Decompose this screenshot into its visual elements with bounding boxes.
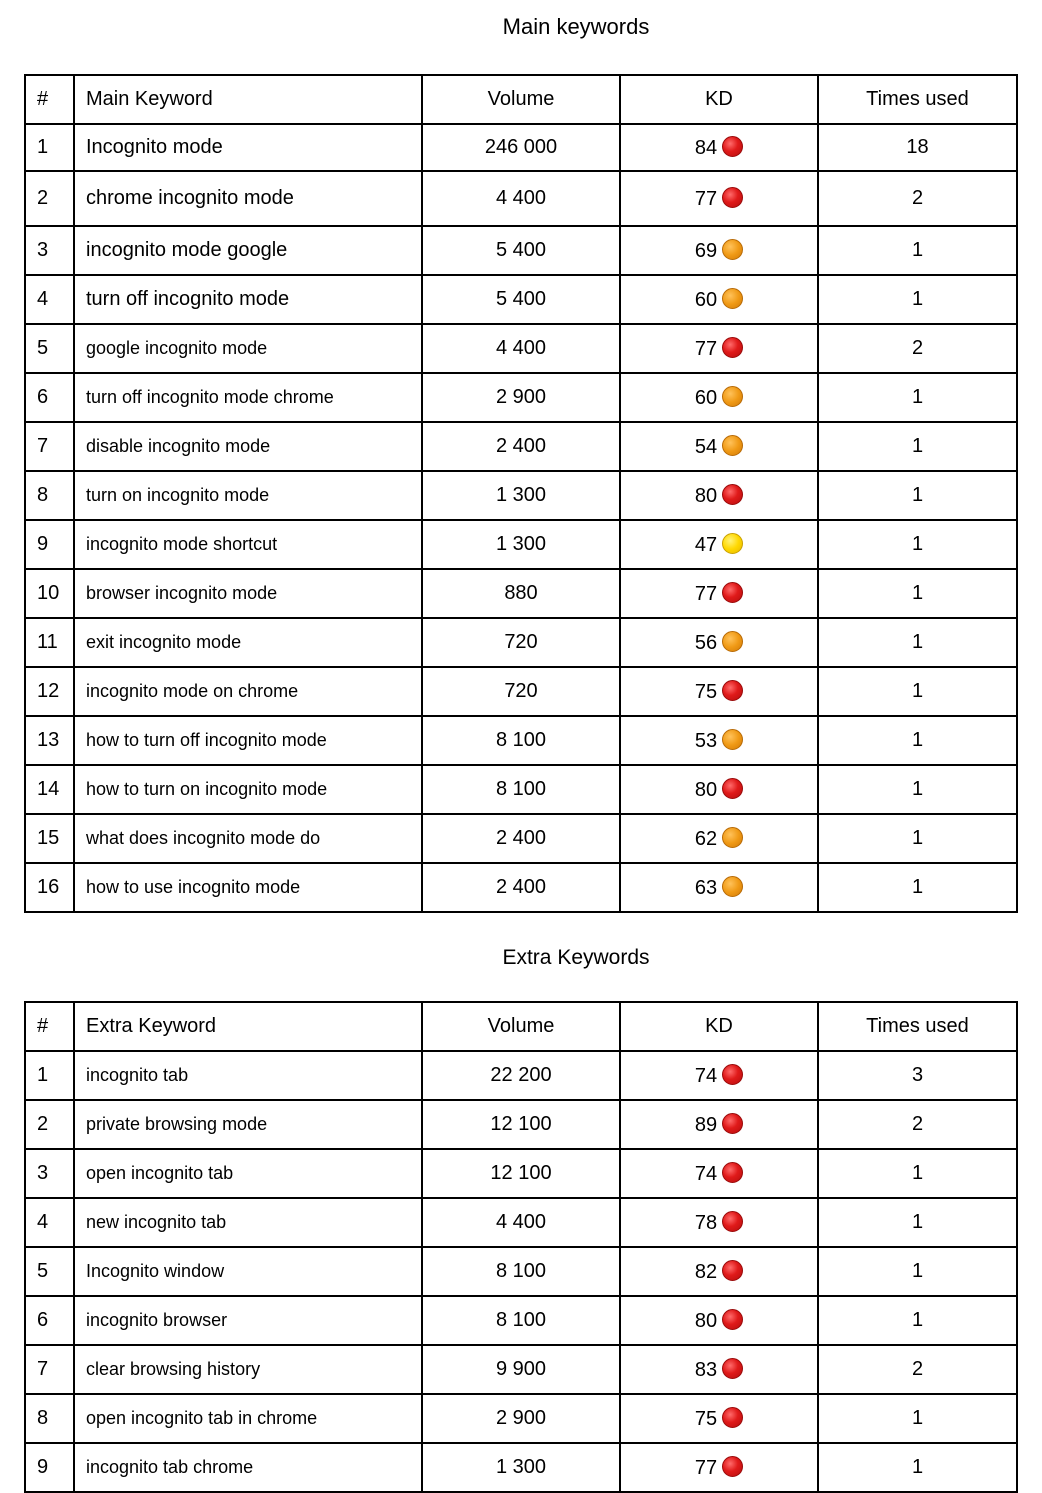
row-number: 10 (25, 569, 74, 618)
volume-cell: 4 400 (422, 324, 620, 373)
header-number: # (25, 1002, 74, 1051)
keyword-cell: new incognito tab (74, 1198, 422, 1247)
kd-cell (620, 618, 818, 667)
kd-value: 75 (694, 1407, 718, 1430)
keyword-cell: what does incognito mode do (74, 814, 422, 863)
times-used-cell: 1 (818, 1443, 1017, 1492)
header-number: # (25, 75, 74, 124)
volume-cell: 2 900 (422, 373, 620, 422)
kd-cell (620, 1345, 818, 1394)
row-number: 2 (25, 171, 74, 226)
kd-value: 82 (694, 1260, 718, 1283)
keyword-cell: exit incognito mode (74, 618, 422, 667)
kd-cell (620, 667, 818, 716)
kd-cell (620, 324, 818, 373)
kd-value: 80 (694, 778, 718, 801)
table-row (25, 569, 1017, 618)
row-number: 9 (25, 520, 74, 569)
times-used-cell: 2 (818, 324, 1017, 373)
kd-value: 60 (694, 386, 718, 409)
main-keywords-title: Main keywords (502, 14, 650, 39)
volume-cell: 8 100 (422, 1247, 620, 1296)
red-circle-icon (722, 1113, 743, 1134)
times-used-cell: 1 (818, 569, 1017, 618)
orange-circle-icon (722, 827, 743, 848)
row-number: 5 (25, 1247, 74, 1296)
keyword-cell: clear browsing history (74, 1345, 422, 1394)
times-used-cell: 1 (818, 618, 1017, 667)
keyword-cell: how to turn off incognito mode (74, 716, 422, 765)
keyword-cell: disable incognito mode (74, 422, 422, 471)
keyword-cell: open incognito tab in chrome (74, 1394, 422, 1443)
extra-keywords-table (24, 1001, 1018, 1493)
red-circle-icon (722, 484, 743, 505)
red-circle-icon (722, 1211, 743, 1232)
table-row (25, 1149, 1017, 1198)
kd-value: 69 (694, 239, 718, 262)
volume-cell: 12 100 (422, 1100, 620, 1149)
volume-cell: 9 900 (422, 1345, 620, 1394)
keyword-cell: private browsing mode (74, 1100, 422, 1149)
volume-cell: 720 (422, 618, 620, 667)
row-number: 15 (25, 814, 74, 863)
kd-cell (620, 1296, 818, 1345)
row-number: 3 (25, 226, 74, 275)
row-number: 14 (25, 765, 74, 814)
kd-cell (620, 1198, 818, 1247)
table-row (25, 171, 1017, 226)
kd-value: 63 (694, 876, 718, 899)
kd-cell (620, 226, 818, 275)
row-number: 7 (25, 422, 74, 471)
keyword-cell: browser incognito mode (74, 569, 422, 618)
kd-cell (620, 373, 818, 422)
kd-value: 77 (694, 582, 718, 605)
keyword-cell: incognito mode on chrome (74, 667, 422, 716)
times-used-cell: 1 (818, 863, 1017, 912)
red-circle-icon (722, 1162, 743, 1183)
volume-cell: 246 000 (422, 124, 620, 171)
kd-value: 77 (694, 1456, 718, 1479)
times-used-cell: 1 (818, 765, 1017, 814)
table-row (25, 471, 1017, 520)
orange-circle-icon (722, 876, 743, 897)
row-number: 13 (25, 716, 74, 765)
times-used-cell: 1 (818, 1149, 1017, 1198)
volume-cell: 880 (422, 569, 620, 618)
kd-cell (620, 814, 818, 863)
keyword-cell: Incognito window (74, 1247, 422, 1296)
extra-keywords-body (25, 1051, 1017, 1492)
times-used-cell: 2 (818, 171, 1017, 226)
keyword-cell: turn off incognito mode (74, 275, 422, 324)
table-row (25, 667, 1017, 716)
kd-value: 83 (694, 1358, 718, 1381)
table-header-row (25, 75, 1017, 124)
volume-cell: 720 (422, 667, 620, 716)
kd-cell (620, 1247, 818, 1296)
table-row (25, 226, 1017, 275)
kd-cell (620, 1149, 818, 1198)
red-circle-icon (722, 187, 743, 208)
times-used-cell: 2 (818, 1345, 1017, 1394)
times-used-cell: 1 (818, 520, 1017, 569)
keyword-cell: chrome incognito mode (74, 171, 422, 226)
times-used-cell: 1 (818, 1247, 1017, 1296)
kd-cell (620, 863, 818, 912)
header-keyword: Main Keyword (74, 75, 422, 124)
table-row (25, 716, 1017, 765)
times-used-cell: 1 (818, 226, 1017, 275)
kd-value: 80 (694, 484, 718, 507)
kd-value: 75 (694, 680, 718, 703)
keyword-cell: how to turn on incognito mode (74, 765, 422, 814)
table-row (25, 863, 1017, 912)
table-row (25, 324, 1017, 373)
times-used-cell: 1 (818, 814, 1017, 863)
red-circle-icon (722, 1456, 743, 1477)
volume-cell: 8 100 (422, 716, 620, 765)
row-number: 2 (25, 1100, 74, 1149)
row-number: 1 (25, 124, 74, 171)
red-circle-icon (722, 1358, 743, 1379)
kd-cell (620, 422, 818, 471)
row-number: 6 (25, 1296, 74, 1345)
volume-cell: 2 400 (422, 422, 620, 471)
table-row (25, 1443, 1017, 1492)
kd-cell (620, 471, 818, 520)
main-keywords-body (25, 124, 1017, 912)
volume-cell: 12 100 (422, 1149, 620, 1198)
orange-circle-icon (722, 631, 743, 652)
red-circle-icon (722, 778, 743, 799)
volume-cell: 8 100 (422, 765, 620, 814)
times-used-cell: 18 (818, 124, 1017, 171)
row-number: 8 (25, 471, 74, 520)
kd-value: 84 (694, 136, 718, 159)
times-used-cell: 1 (818, 422, 1017, 471)
table-row (25, 422, 1017, 471)
kd-value: 80 (694, 1309, 718, 1332)
keyword-cell: incognito tab (74, 1051, 422, 1100)
row-number: 3 (25, 1149, 74, 1198)
keyword-cell: incognito mode shortcut (74, 520, 422, 569)
header-times-used: Times used (818, 75, 1017, 124)
row-number: 9 (25, 1443, 74, 1492)
kd-value: 53 (694, 729, 718, 752)
row-number: 1 (25, 1051, 74, 1100)
kd-cell (620, 1394, 818, 1443)
times-used-cell: 1 (818, 1296, 1017, 1345)
volume-cell: 2 900 (422, 1394, 620, 1443)
table-row (25, 765, 1017, 814)
header-keyword: Extra Keyword (74, 1002, 422, 1051)
main-keywords-table (24, 74, 1018, 913)
table-row (25, 1100, 1017, 1149)
table-row (25, 1345, 1017, 1394)
header-kd: KD (620, 75, 818, 124)
kd-cell (620, 520, 818, 569)
times-used-cell: 1 (818, 1198, 1017, 1247)
kd-cell (620, 124, 818, 171)
row-number: 8 (25, 1394, 74, 1443)
red-circle-icon (722, 680, 743, 701)
table-row (25, 814, 1017, 863)
volume-cell: 4 400 (422, 1198, 620, 1247)
table-row (25, 618, 1017, 667)
volume-cell: 22 200 (422, 1051, 620, 1100)
header-volume: Volume (422, 1002, 620, 1051)
red-circle-icon (722, 1064, 743, 1085)
kd-cell (620, 1443, 818, 1492)
row-number: 16 (25, 863, 74, 912)
table-row (25, 1247, 1017, 1296)
red-circle-icon (722, 136, 743, 157)
table-row (25, 1198, 1017, 1247)
times-used-cell: 1 (818, 373, 1017, 422)
times-used-cell: 1 (818, 1394, 1017, 1443)
kd-cell (620, 569, 818, 618)
times-used-cell: 1 (818, 275, 1017, 324)
times-used-cell: 3 (818, 1051, 1017, 1100)
row-number: 5 (25, 324, 74, 373)
volume-cell: 8 100 (422, 1296, 620, 1345)
kd-value: 89 (694, 1113, 718, 1136)
keyword-cell: incognito tab chrome (74, 1443, 422, 1492)
times-used-cell: 1 (818, 471, 1017, 520)
keyword-cell: turn on incognito mode (74, 471, 422, 520)
kd-value: 62 (694, 827, 718, 850)
orange-circle-icon (722, 386, 743, 407)
table-row (25, 520, 1017, 569)
yellow-circle-icon (722, 533, 743, 554)
volume-cell: 5 400 (422, 226, 620, 275)
row-number: 11 (25, 618, 74, 667)
volume-cell: 1 300 (422, 520, 620, 569)
kd-value: 56 (694, 631, 718, 654)
volume-cell: 1 300 (422, 1443, 620, 1492)
red-circle-icon (722, 337, 743, 358)
header-kd: KD (620, 1002, 818, 1051)
orange-circle-icon (722, 435, 743, 456)
volume-cell: 2 400 (422, 863, 620, 912)
row-number: 7 (25, 1345, 74, 1394)
kd-cell (620, 765, 818, 814)
kd-value: 54 (694, 435, 718, 458)
kd-value: 74 (694, 1064, 718, 1087)
table-header-row (25, 1002, 1017, 1051)
row-number: 4 (25, 275, 74, 324)
orange-circle-icon (722, 239, 743, 260)
kd-cell (620, 1100, 818, 1149)
keyword-cell: incognito browser (74, 1296, 422, 1345)
kd-value: 47 (694, 533, 718, 556)
keyword-cell: open incognito tab (74, 1149, 422, 1198)
header-volume: Volume (422, 75, 620, 124)
table-row (25, 124, 1017, 171)
times-used-cell: 2 (818, 1100, 1017, 1149)
keyword-cell: Incognito mode (74, 124, 422, 171)
red-circle-icon (722, 1260, 743, 1281)
kd-cell (620, 275, 818, 324)
times-used-cell: 1 (818, 667, 1017, 716)
kd-value: 77 (694, 337, 718, 360)
red-circle-icon (722, 1309, 743, 1330)
times-used-cell: 1 (818, 716, 1017, 765)
volume-cell: 5 400 (422, 275, 620, 324)
red-circle-icon (722, 1407, 743, 1428)
row-number: 6 (25, 373, 74, 422)
orange-circle-icon (722, 729, 743, 750)
kd-cell (620, 716, 818, 765)
kd-value: 78 (694, 1211, 718, 1234)
keyword-cell: incognito mode google (74, 226, 422, 275)
table-row (25, 1296, 1017, 1345)
kd-value: 77 (694, 187, 718, 210)
volume-cell: 4 400 (422, 171, 620, 226)
volume-cell: 1 300 (422, 471, 620, 520)
kd-value: 74 (694, 1162, 718, 1185)
table-row (25, 1394, 1017, 1443)
keyword-cell: turn off incognito mode chrome (74, 373, 422, 422)
table-row (25, 275, 1017, 324)
kd-value: 60 (694, 288, 718, 311)
red-circle-icon (722, 582, 743, 603)
table-row (25, 373, 1017, 422)
table-row (25, 1051, 1017, 1100)
orange-circle-icon (722, 288, 743, 309)
kd-cell (620, 171, 818, 226)
kd-cell (620, 1051, 818, 1100)
extra-keywords-title: Extra Keywords (502, 946, 650, 969)
header-times-used: Times used (818, 1002, 1017, 1051)
volume-cell: 2 400 (422, 814, 620, 863)
row-number: 4 (25, 1198, 74, 1247)
keyword-cell: how to use incognito mode (74, 863, 422, 912)
row-number: 12 (25, 667, 74, 716)
keyword-cell: google incognito mode (74, 324, 422, 373)
